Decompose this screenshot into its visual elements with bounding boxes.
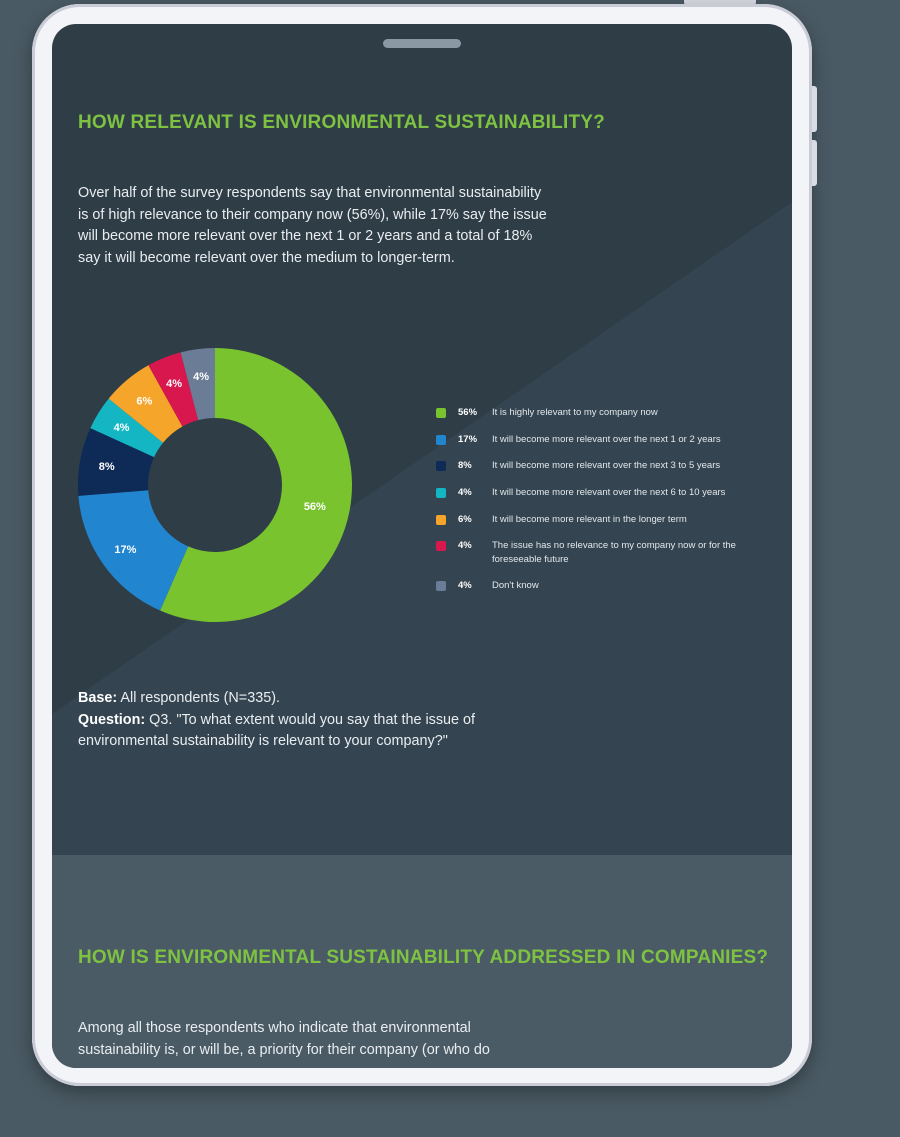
legend-percent: 17% [458,434,478,445]
legend-percent: 56% [458,407,478,418]
legend-item [436,459,752,473]
slice-label: 4% [193,370,210,383]
slice-label: 4% [113,422,130,435]
legend-percent: 4% [458,580,472,591]
legend-label: The issue has no relevance to my company now or for the foreseeable future [492,540,736,565]
legend-item [436,433,752,447]
legend-label: Don't know [492,580,539,591]
legend-item [436,486,752,500]
section2-intro-paragraph: Among all those respondents who indicate that environmental sustainability is, or will be, a priority for their company (or who do [78,1020,490,1058]
chart-footnote [78,688,558,753]
legend-swatch [436,581,446,591]
legend-label: It will become more relevant over the next 6 to 10 years [492,487,726,498]
section-heading-addressed: HOW IS ENVIRONMENTAL SUSTAINABILITY ADDRESSED IN COMPANIES? [78,947,769,968]
base-text: All respondents (N=335). [117,690,280,706]
question-label: Question: [78,711,146,728]
legend-percent: 4% [458,540,472,551]
base-label: Base: [78,690,118,706]
legend-percent: 8% [458,460,472,471]
legend-item [436,579,752,593]
legend-swatch [436,461,446,471]
legend-swatch [436,435,446,445]
slice-label: 8% [98,460,115,473]
slice-label: 56% [303,500,326,513]
donut-chart [52,324,392,644]
legend-swatch [436,488,446,498]
legend-item [436,513,752,527]
question-text: Q3. "To what extent would you say that the issue of environmental sustainability is relevant to your company?" [78,711,476,749]
tablet-screen[interactable] [52,24,792,1068]
legend-percent: 6% [458,514,472,525]
slice-label: 4% [166,377,183,390]
legend-percent: 4% [458,487,472,498]
volume-up-button [812,86,817,132]
slice-label: 6% [136,395,153,408]
section-addressed [52,855,792,1068]
section-heading-relevance: HOW RELEVANT IS ENVIRONMENTAL SUSTAINABILITY? [78,112,605,133]
legend-swatch [436,515,446,525]
legend-label: It will become more relevant in the longer term [492,514,687,525]
legend-label: It will become more relevant over the next 1 or 2 years [492,434,721,445]
legend-item [436,539,752,567]
legend-swatch [436,541,446,551]
speaker-grille [383,39,461,48]
legend-swatch [436,408,446,418]
legend-item [436,406,752,420]
intro-paragraph: Over half of the survey respondents say that environmental sustainability is of high relevance to their company now (56%), while 17% say the issue will become more relevant over the next 1 or 2 years and a total of 18% say it will become relevant over the medium to longer-term. [78,185,547,266]
legend-label: It will become more relevant over the next 3 to 5 years [492,460,721,471]
legend-label: It is highly relevant to my company now [492,407,658,418]
slice-label: 17% [114,543,137,556]
volume-down-button [812,140,817,186]
